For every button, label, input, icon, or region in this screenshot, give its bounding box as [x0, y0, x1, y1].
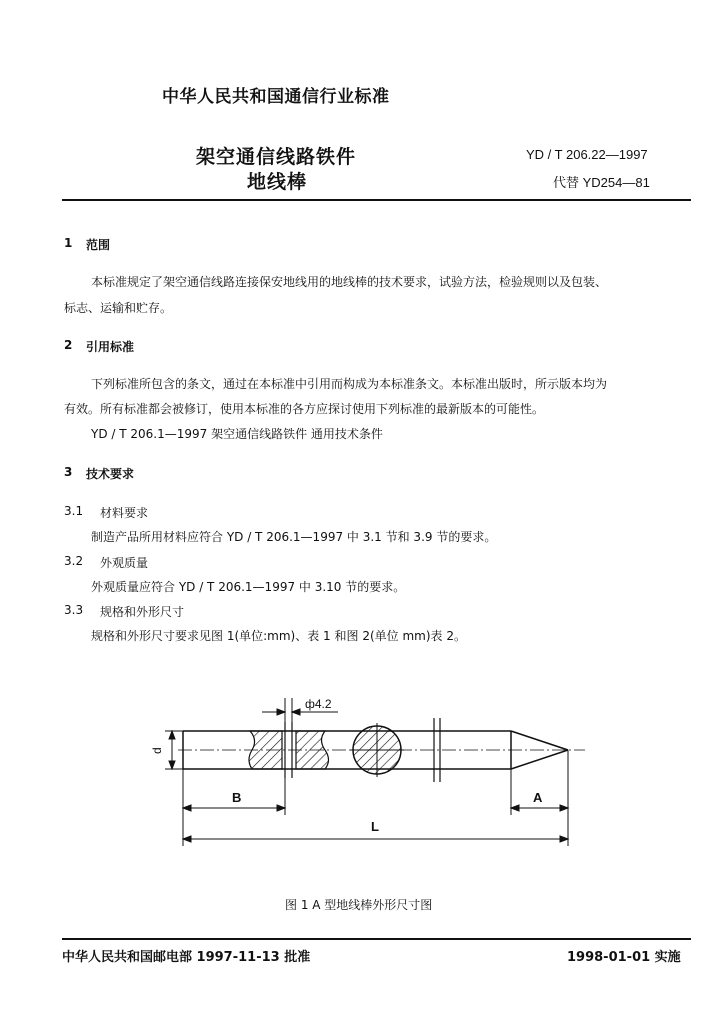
section-2-text-line2: 有效。所有标准都会被修订，使用本标准的各方应探讨使用下列标准的最新版本的可能性。	[64, 402, 545, 416]
document-title: 架空通信线路铁件	[196, 146, 357, 168]
approval-note: 中华人民共和国邮电部 1997-11-13 批准	[62, 950, 311, 965]
section-3-3-text: 规格和外形尺寸要求见图 1(单位:mm)、表 1 和图 2(单位 mm)表 2。	[91, 629, 466, 643]
l-dimension	[183, 836, 568, 842]
section-3-3-title: 规格和外形尺寸	[100, 605, 185, 619]
section-1-number: 1	[64, 236, 73, 250]
standard-code: YD / T 206.22—1997	[526, 147, 648, 162]
section-3-1-title: 材料要求	[100, 506, 149, 520]
a-dimension-label: A	[533, 790, 543, 805]
section-3-1-number: 3.1	[64, 504, 84, 518]
section-1-title: 范围	[86, 238, 111, 252]
section-1-text-line1: 本标准规定了架空通信线路连接保安地线用的地线棒的技术要求，试验方法，检验规则以及包装、	[91, 275, 608, 289]
section-2-number: 2	[64, 338, 73, 352]
footer-rule	[62, 938, 691, 940]
section-3-3-number: 3.3	[64, 603, 84, 617]
section-3-2-text: 外观质量应符合 YD / T 206.1—1997 中 3.10 节的要求。	[91, 580, 406, 594]
section-3-2-title: 外观质量	[100, 556, 149, 570]
hole-dimension-label: ф4.2	[305, 697, 332, 711]
l-dimension-label: L	[371, 819, 379, 834]
diameter-dimension-label: d	[150, 747, 164, 754]
b-dimension	[183, 769, 285, 846]
section-3-2-number: 3.2	[64, 554, 84, 568]
section-3-title: 技术要求	[86, 467, 135, 481]
section-1-text-line2: 标志、运输和贮存。	[64, 301, 173, 315]
section-2-title: 引用标准	[86, 340, 135, 354]
b-dimension-label: B	[232, 790, 242, 805]
section-2-reference: YD / T 206.1—1997 架空通信线路铁件 通用技术条件	[91, 427, 383, 441]
section-3-1-text: 制造产品所用材料应符合 YD / T 206.1—1997 中 3.1 节和 3.9 节的要求。	[91, 530, 497, 544]
standard-org-title: 中华人民共和国通信行业标准	[162, 87, 390, 107]
section-3-number: 3	[64, 465, 73, 479]
section-2-text-line1: 下列标准所包含的条文，通过在本标准中引用而构成为本标准条文。本标准出版时，所示版本均为	[91, 377, 608, 391]
implementation-date: 1998-01-01 实施	[567, 950, 681, 965]
figure-1-caption: 图 1 A 型地线棒外形尺寸图	[285, 898, 433, 912]
replaces-code: 代替 YD254—81	[553, 175, 650, 190]
document-subtitle: 地线棒	[247, 171, 308, 193]
